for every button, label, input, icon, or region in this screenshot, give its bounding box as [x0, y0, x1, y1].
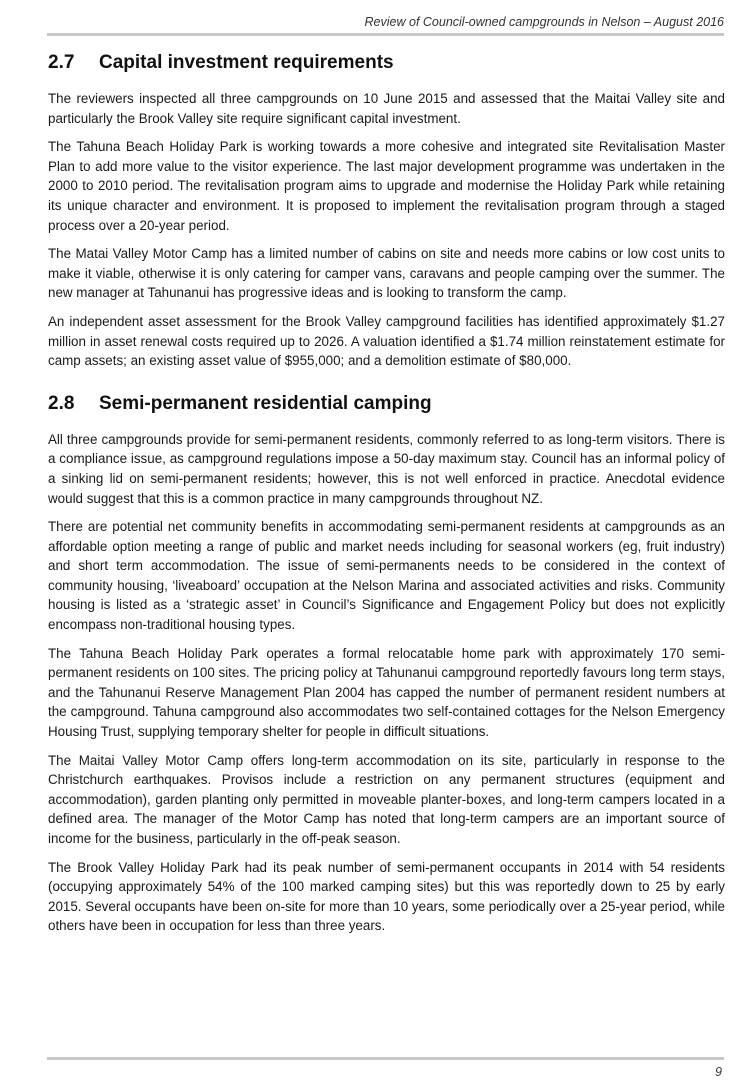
paragraph: An independent asset assessment for the Brook Valley campground facilities has identified approximately $1.27 million in asset renewal costs required up to 2026. A valuation identified a $1.74 million reinstatement estimate for camp assets; an existing asset value of $955,000; and a demolition estimate of $80,000.	[48, 313, 725, 369]
section-heading-2-7	[48, 50, 725, 76]
paragraph: The reviewers inspected all three campgrounds on 10 June 2015 and assessed that the Maitai Valley site and particularly the Brook Valley site require significant capital investment.	[48, 91, 725, 126]
section-title: Capital investment requirements	[99, 52, 394, 73]
section-heading-2-8	[48, 391, 725, 417]
paragraph: The Tahuna Beach Holiday Park is working towards a more cohesive and integrated site Revitalisation Master Plan to add more value to the visitor experience. The last major development programme was undertaken in the 2000 to 2010 period. The revitalisation program aims to upgrade and modernise the Holiday Park while retaining its unique character and environment. It is proposed to implement the revitalisation program through a staged process over a 20-year period.	[48, 139, 725, 233]
paragraph: The Brook Valley Holiday Park had its peak number of semi-permanent occupants in 2014 with 54 residents (occupying approximately 54% of the 100 marked camping sites) but this was reportedly down to 25 by early 2015. Several occupants have been on-site for more than 10 years, some periodically over a 25-year period, while others have been in occupation for less than three years.	[48, 859, 725, 934]
page-number: 9	[715, 1065, 722, 1079]
paragraph: The Tahuna Beach Holiday Park operates a formal relocatable home park with approximately 170 semi-permanent residents on 100 sites. The pricing policy at Tahunanui campground reportedly favours long term stays, and the Tahunanui Reserve Management Plan 2004 has capped the number of permanent resident numbers at the campground. Tahuna campground also accommodates two self-contained cottages for the Nelson Emergency Housing Trust, supplying temporary shelter for people in difficult situations.	[48, 645, 725, 740]
page-content	[48, 50, 725, 945]
paragraph: All three campgrounds provide for semi-permanent residents, commonly referred to as long-term visitors. There is a compliance issue, as campground regulations impose a 50-day maximum stay. Council has an informal policy of a sinking lid on semi-permanent residents; however, this is not well enforced in practice. Anecdotal evidence would suggest that this is a common practice in many campgrounds throughout NZ.	[48, 431, 725, 506]
section-number: 2.8	[48, 392, 75, 414]
paragraph: There are potential net community benefits in accommodating semi-permanent residents at campgrounds as an affordable option meeting a range of public and market needs including for seasonal workers (eg, fruit industry) and short term accommodation. The issue of semi-permanents needs to be considered in the context of community housing, ‘liveaboard’ occupation at the Nelson Marina and associated activities and risks. Community housing is listed as a ‘strategic asset’ in Council’s Significance and Engagement Policy but does not explicitly encompass non-traditional housing types.	[48, 519, 725, 633]
header-divider	[47, 33, 724, 36]
running-header: Review of Council-owned campgrounds in Nelson – August 2016	[364, 15, 724, 29]
section-number: 2.7	[48, 52, 75, 73]
paragraph: The Matai Valley Motor Camp has a limited number of cabins on site and needs more cabins or low cost units to make it viable, otherwise it is only catering for camper vans, caravans and people camping over the summer. The new manager at Tahunanui has progressive ideas and is looking to transform the camp.	[48, 246, 725, 301]
paragraph: The Maitai Valley Motor Camp offers long-term accommodation on its site, particularly in response to the Christchurch earthquakes. Provisos include a restriction on any permanent structures (equipment and accommodation), garden planting only permitted in moveable planter-boxes, and long-term campers located in a defined area. The manager of the Motor Camp has noted that long-term campers are an important source of income for the business, particularly in the off-peak season.	[48, 752, 725, 846]
footer-divider	[47, 1057, 724, 1060]
section-title: Semi-permanent residential camping	[99, 392, 432, 414]
